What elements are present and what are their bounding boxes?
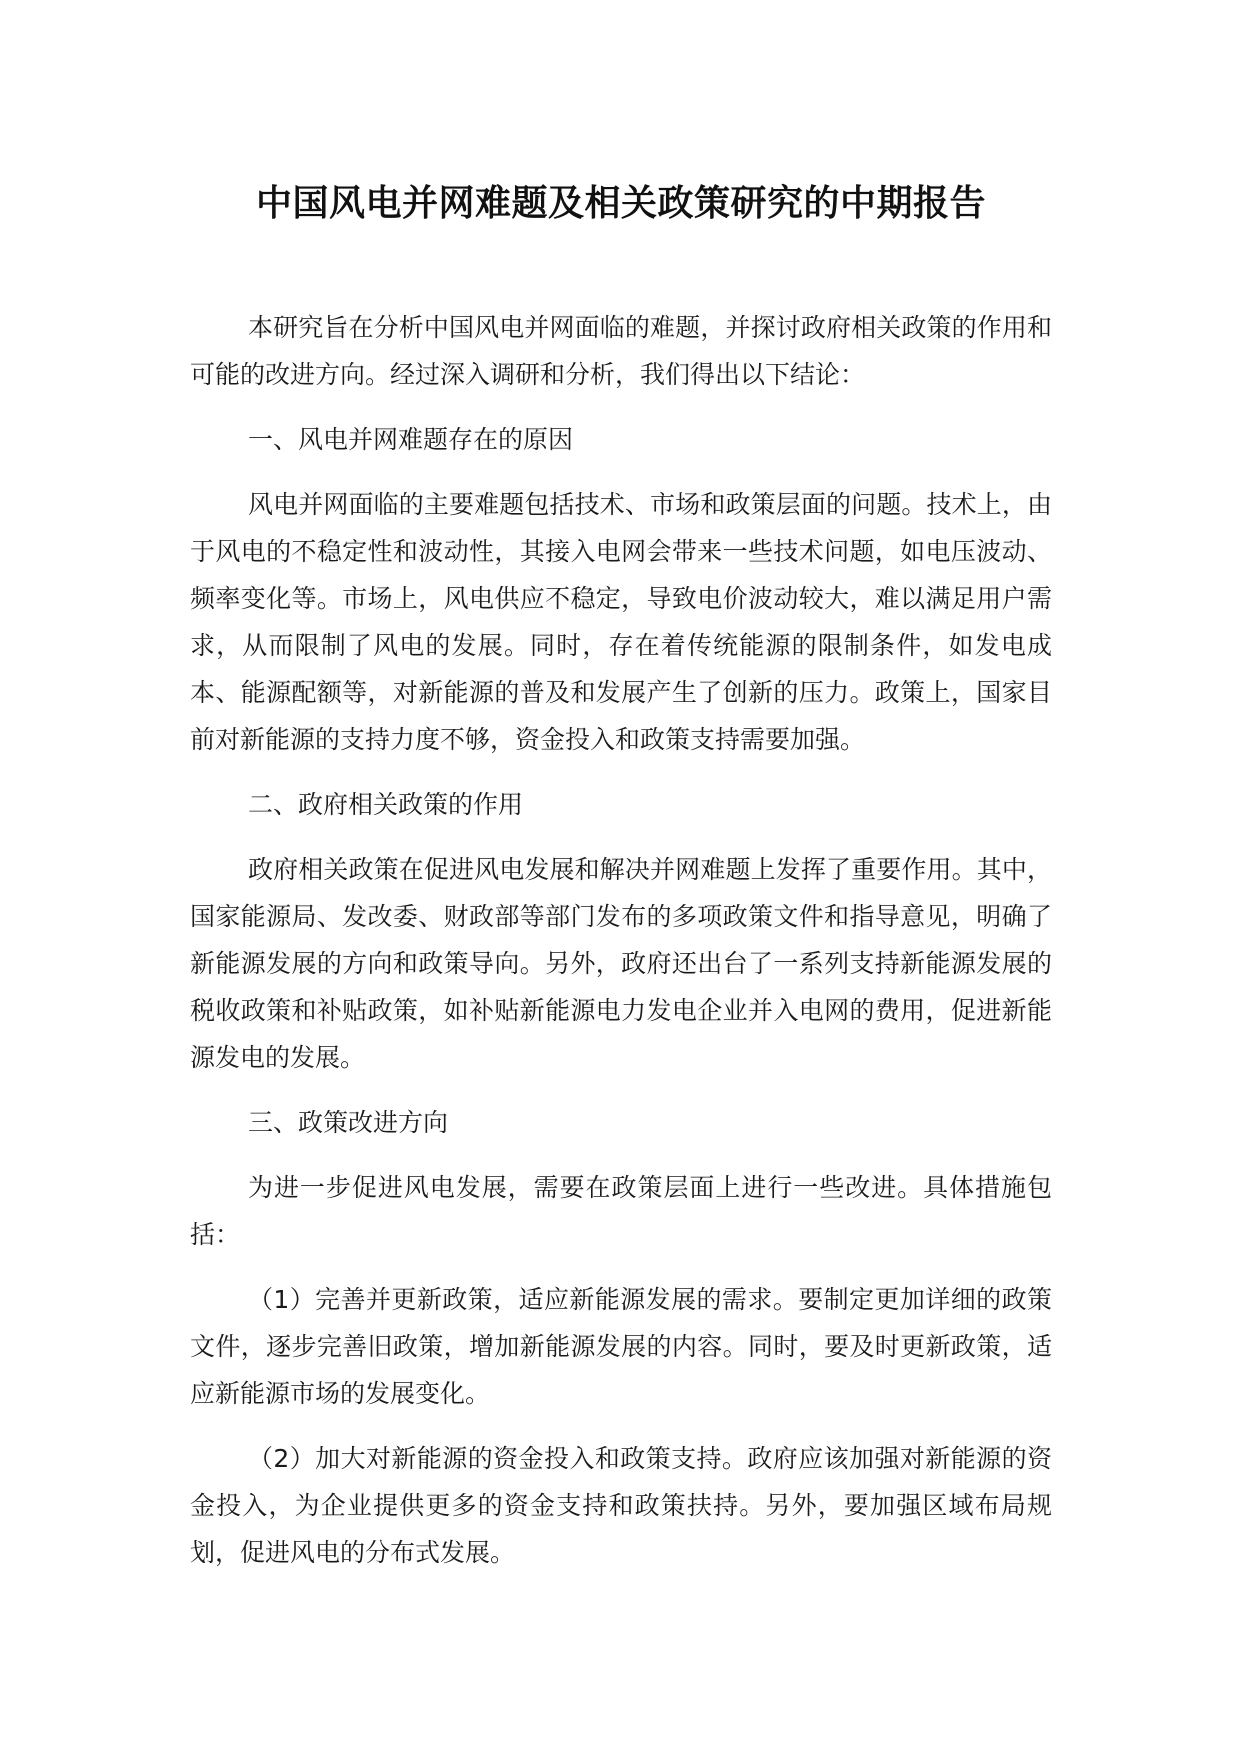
title-spacer bbox=[190, 228, 1052, 304]
section-paragraph-causes: 风电并网面临的主要难题包括技术、市场和政策层面的问题。技术上，由于风电的不稳定性和波动性，其接入电网会带来一些技术问题，如电压波动、频率变化等。市场上，风电供应不稳定，导致电价波动较大，难以满足用户需求，从而限制了风电的发展。同时，存在着传统能源的限制条件，如发电成本、能源配额等，对新能源的普及和发展产生了创新的压力。政策上，国家目前对新能源的支持力度不够，资金投入和政策支持需要加强。 bbox=[190, 490, 1052, 754]
section-paragraph-improvement-1: （1）完善并更新政策，适应新能源发展的需求。要制定更加详细的政策文件，逐步完善旧政策，增加新能源发展的内容。同时，要及时更新政策，适应新能源市场的发展变化。 bbox=[190, 1285, 1052, 1408]
section-heading-causes: 一、风电并网难题存在的原因 bbox=[248, 425, 574, 454]
section-paragraph-improvements-intro: 为进一步促进风电发展，需要在政策层面上进行一些改进。具体措施包括： bbox=[190, 1173, 1052, 1249]
section-heading-policy-role: 二、政府相关政策的作用 bbox=[248, 790, 524, 819]
section-paragraph-policy-role: 政府相关政策在促进风电发展和解决并网难题上发挥了重要作用。其中，国家能源局、发改委、财政部等部门发布的多项政策文件和指导意见，明确了新能源发展的方向和政策导向。另外，政府还出台了一系列支持新能源发展的税收政策和补贴政策，如补贴新能源电力发电企业并入电网的费用，促进新能源发电的发展。 bbox=[190, 855, 1052, 1072]
intro-paragraph: 本研究旨在分析中国风电并网面临的难题，并探讨政府相关政策的作用和可能的改进方向。经过深入调研和分析，我们得出以下结论： bbox=[190, 313, 1052, 389]
document-body bbox=[190, 180, 1052, 1576]
section-heading-improvements: 三、政策改进方向 bbox=[248, 1108, 449, 1137]
section-paragraph-improvement-2: （2）加大对新能源的资金投入和政策支持。政府应该加强对新能源的资金投入，为企业提供更多的资金支持和政策扶持。另外，要加强区域布局规划，促进风电的分布式发展。 bbox=[190, 1444, 1052, 1567]
document-title: 中国风电并网难题及相关政策研究的中期报告 bbox=[255, 183, 986, 224]
